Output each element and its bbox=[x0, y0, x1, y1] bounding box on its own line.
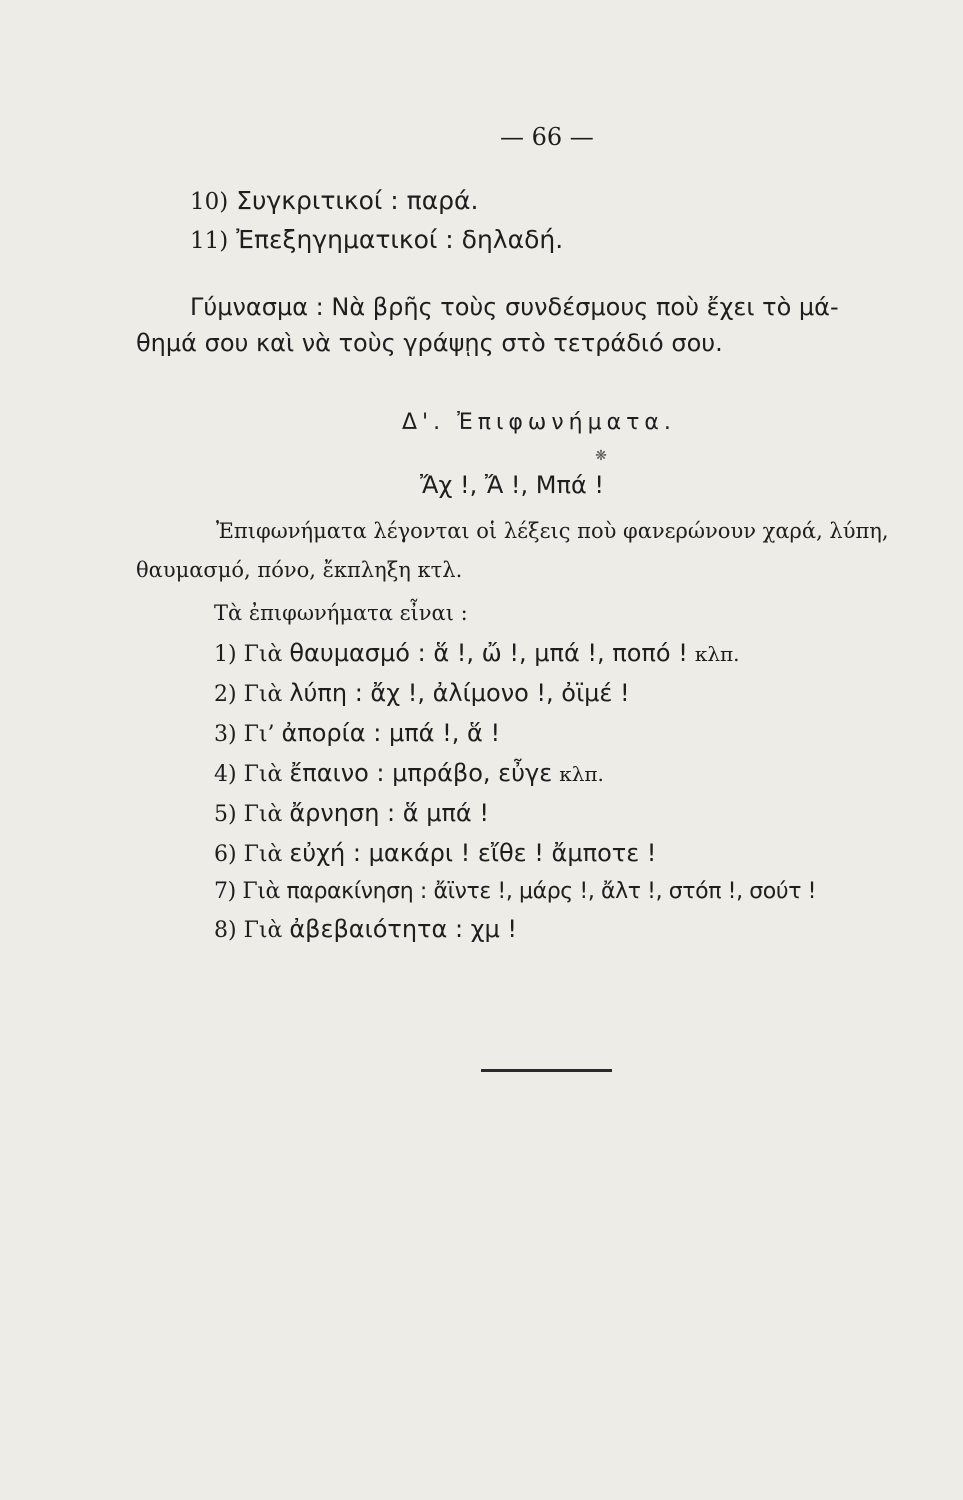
interjection-item bbox=[214, 758, 604, 790]
list-item-number: 10) bbox=[190, 189, 229, 215]
item-value: λύπη : ἄχ !, ἀλίμονο !, ὀϊμέ ! bbox=[289, 679, 630, 707]
interjection-item bbox=[214, 798, 489, 830]
list-item-number: 11) bbox=[190, 228, 229, 254]
item-label: 1) Γιὰ bbox=[214, 642, 283, 667]
section-heading: Δ'. Ἐπιφωνήματα. bbox=[402, 410, 676, 435]
item-label: 2) Γιὰ bbox=[214, 682, 283, 707]
item-value: ἔπαινο : μπράβο, εὖγε bbox=[289, 759, 553, 787]
item-label: 8) Γιὰ bbox=[214, 918, 283, 943]
item-label: 5) Γιὰ bbox=[214, 802, 283, 827]
list-item-11 bbox=[190, 225, 563, 256]
list-item-10 bbox=[190, 186, 478, 217]
ornament-icon: ❋ bbox=[595, 448, 607, 464]
interjection-item bbox=[214, 876, 816, 907]
interjection-item bbox=[214, 914, 517, 946]
exercise-line-1: Γύμνασμα : Νὰ βρῆς τοὺς συνδέσμους ποὺ ἔχει τὸ μά- bbox=[190, 293, 839, 321]
interjection-item bbox=[214, 718, 500, 750]
item-suffix: κλπ. bbox=[559, 762, 604, 786]
item-suffix: κλπ. bbox=[694, 642, 740, 666]
interjection-item bbox=[214, 838, 656, 870]
item-value: ἀπορία : μπά !, ἅ ! bbox=[281, 719, 501, 747]
item-label: 4) Γιὰ bbox=[214, 762, 283, 787]
item-value: ἄρνηση : ἅ μπά ! bbox=[289, 799, 490, 827]
item-value: ἀβεβαιότητα : χμ ! bbox=[289, 915, 518, 943]
interjection-item bbox=[214, 678, 630, 710]
item-label: 7) Γιὰ bbox=[214, 879, 280, 904]
item-label: 3) Γι’ bbox=[214, 722, 275, 747]
definition-line-1: Ἐπιφωνήματα λέγονται οἱ λέξεις ποὺ φανερώνουν χαρά, λύπη, bbox=[216, 519, 889, 543]
definition-line-2: θαυμασμό, πόνο, ἔκπληξη κτλ. bbox=[136, 558, 463, 582]
end-rule bbox=[481, 1069, 612, 1072]
item-value: παρακίνηση : ἄϊντε !, μάρς !, ἄλτ !, στόπ !, σούτ ! bbox=[286, 879, 817, 904]
interjection-item bbox=[214, 638, 740, 670]
item-value: θαυμασμό : ἅ !, ὤ !, μπά !, ποπό ! bbox=[289, 639, 688, 667]
item-value: εὐχή : μακάρι ! εἴθε ! ἄμποτε ! bbox=[289, 839, 657, 867]
item-label: 6) Γιὰ bbox=[214, 842, 283, 867]
list-item-text: Συγκριτικοί : παρά. bbox=[236, 186, 479, 215]
exercise-line-2: θημά σου καὶ νὰ τοὺς γράψῃς στὸ τετράδιό σου. bbox=[136, 329, 723, 357]
list-intro: Τὰ ἐπιφωνήματα εἶναι : bbox=[214, 601, 468, 625]
list-item-text: Ἐπεξηγηματικοί : δηλαδή. bbox=[236, 225, 564, 254]
page-number: — 66 — bbox=[500, 123, 594, 151]
interjection-examples: Ἄχ !, Ἄ !, Μπά ! bbox=[420, 471, 605, 499]
